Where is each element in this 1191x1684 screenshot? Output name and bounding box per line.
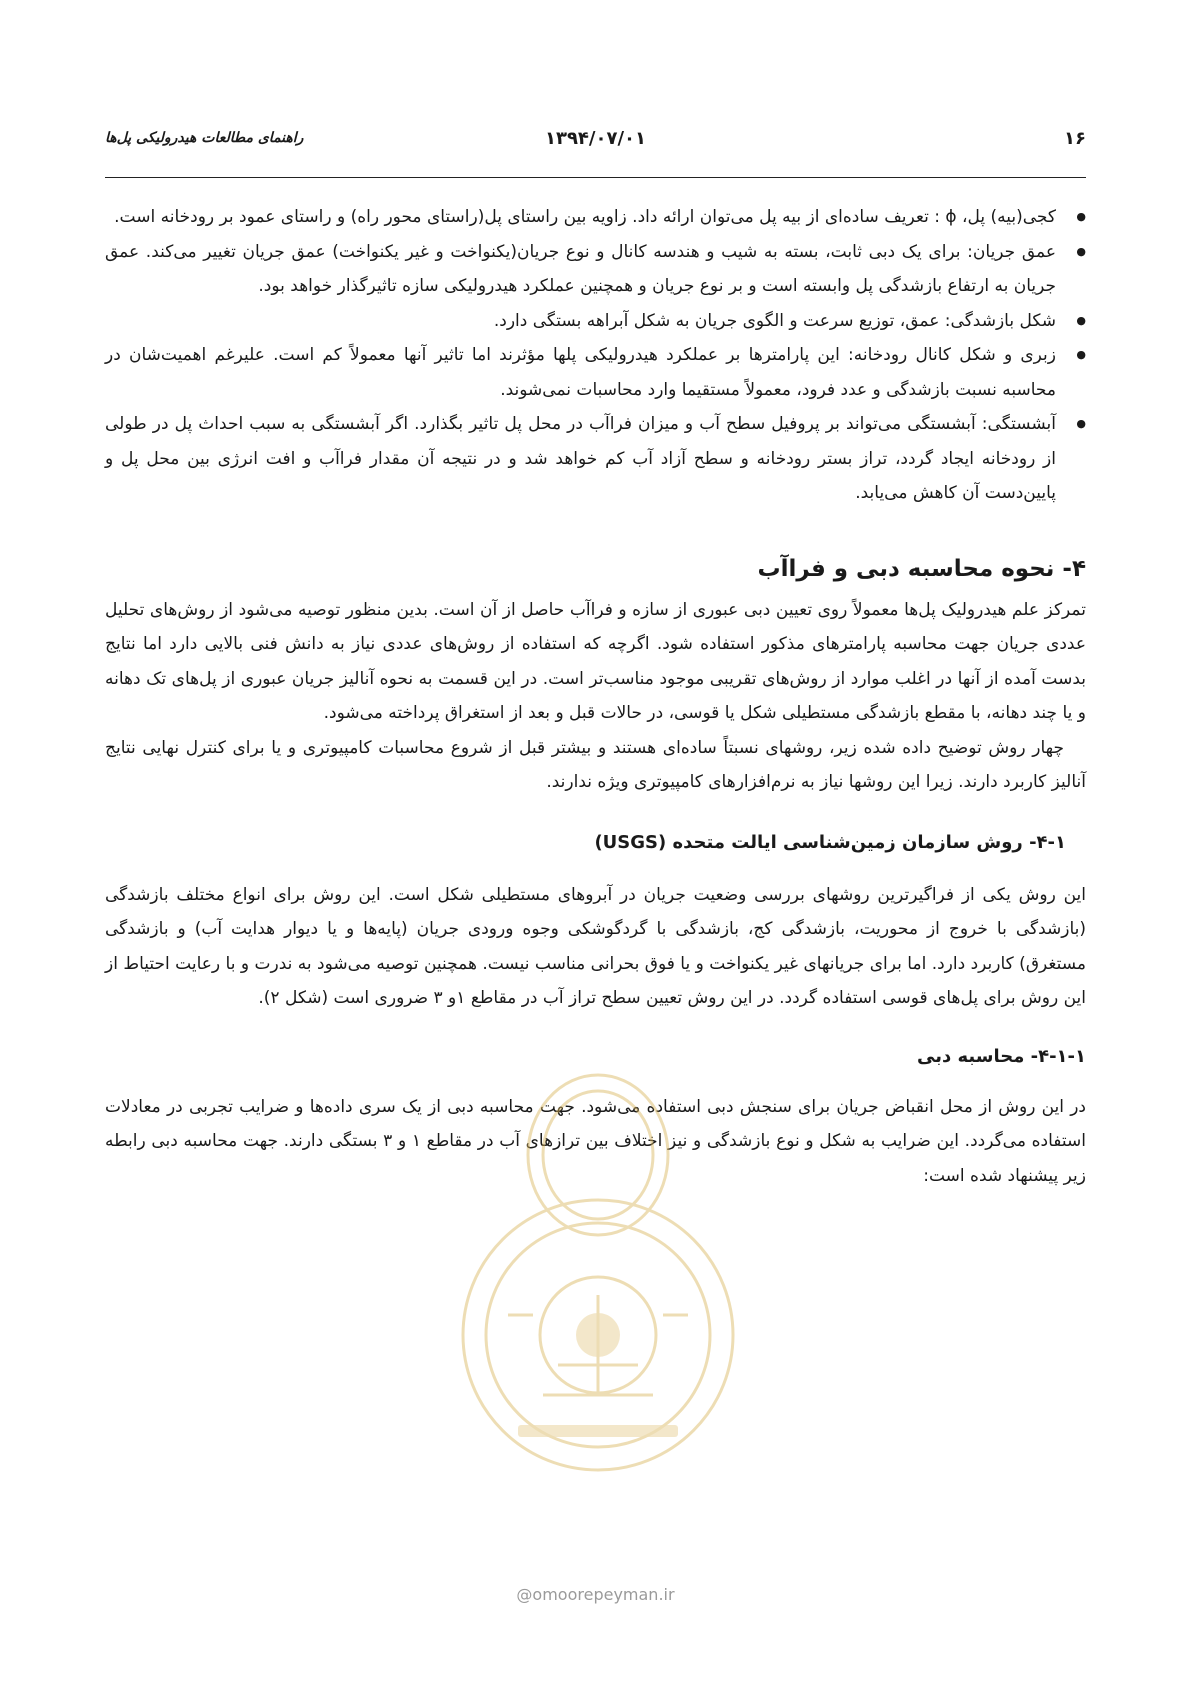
list-item: ● کجی(بیه) پل، ϕ : تعریف ساده‌ای از بیه پل می‌توان ارائه داد. زاویه بین راستای پل(راستای محور راه) و راستای عمود بر رودخانه است. bbox=[105, 200, 1086, 235]
subsubsection-heading: ۴-۱-۱- محاسبه دبی bbox=[917, 1045, 1086, 1067]
list-item: ● شکل بازشدگی: عمق، توزیع سرعت و الگوی جریان به شکل آبراهه بستگی دارد. bbox=[105, 304, 1086, 339]
page-header bbox=[105, 128, 1086, 164]
list-item: ● آبشستگی: آبشستگی می‌تواند بر پروفیل سطح آب و میزان فراآب در محل پل تاثیر بگذارد. اگر آبشستگی به سبب احداث پل در طولی از رودخانه ایجاد گردد، تراز بستر رودخانه و سطح آزاد آب کم خواهد شد و در نتیجه آن مقدار فراآب و افت انرژی بین محل پل و پایین‌دست آن کاهش می‌یابد. bbox=[105, 407, 1086, 511]
watermark-site: @omoorepeyman.ir bbox=[516, 1585, 675, 1604]
list-item: ● عمق جریان: برای یک دبی ثابت، بسته به شیب و هندسه کانال و نوع جریان(یکنواخت و غیر یکنواخت) عمق جریان تغییر می‌کند. عمق جریان به ارتفاع بازشدگی پل وابسته است و بر نوع جریان و همچنین عملکرد هیدرولیکی سازه تاثیرگذار خواهد بود. bbox=[105, 235, 1086, 304]
section-heading: ۴- نحوه محاسبه دبی و فراآب bbox=[757, 555, 1086, 582]
paragraph: این روش یکی از فراگیرترین روشهای بررسی وضعیت جریان در آبروهای مستطیلی شکل است. این روش برای انواع مختلف بازشدگی (بازشدگی با خروج از محوریت، بازشدگی کج، بازشدگی با گردگوشکی وجوه ورودی جریان (پایه‌ها و یا دیوار هدایت آب) و بازشدگی مستغرق) کاربرد دارد. اما برای جریانهای غیر یکنواخت و یا فوق بحرانی مناسب نیست. همچنین توصیه می‌شود به ندرت و با رعایت احتیاط از این روش برای پل‌های قوسی استفاده گردد. در این روش تعیین سطح تراز آب در مقاطع ۱و ۳ ضروری است (شکل ۲). bbox=[105, 884, 1086, 1008]
header-date: ۱۳۹۴/۰۷/۰۱ bbox=[544, 128, 647, 149]
header-title: راهنمای مطالعات هیدرولیکی پل‌ها bbox=[105, 130, 304, 146]
page-number: ۱۶ bbox=[1064, 128, 1086, 149]
page-body bbox=[105, 200, 1086, 1193]
factor-list bbox=[105, 200, 1086, 511]
paragraph: در این روش از محل انقباض جریان برای سنجش دبی استفاده می‌شود. جهت محاسبه دبی از یک سری داده‌ها و ضرایب تجربی در معادلات استفاده می‌گردد. این ضرایب به شکل و نوع بازشدگی و نیز اختلاف بین ترازهای آب در مقاطع ۱ و ۳ بستگی دارند. جهت محاسبه دبی رابطه زیر پیشنهاد شده است: bbox=[105, 1096, 1086, 1186]
paragraph: تمرکز علم هیدرولیک پل‌ها معمولاً روی تعیین دبی عبوری از سازه و فراآب حاصل از آن است. بدین منظور توصیه می‌شود از روش‌های تحلیل عددی جریان جهت محاسبه پارامترهای مذکور استفاده شود. اگرچه که استفاده از روش‌های عددی نیاز به دانش فنی بالایی دارد اما نتایج بدست آمده از آنها در اغلب موارد از روش‌های تقریبی موجود مناسب‌تر است. در این قسمت به نحوه آنالیز جریان عبوری از پل‌های تک دهانه و یا چند دهانه، با مقطع بازشدگی مستطیلی شکل یا قوسی، در حالات قبل و بعد از استغراق پرداخته می‌شود. bbox=[105, 599, 1086, 723]
header-divider bbox=[105, 177, 1086, 178]
subsection-heading: ۴-۱- روش سازمان زمین‌شناسی ایالت متحده (USGS) bbox=[594, 831, 1066, 853]
paragraph: چهار روش توضیح داده شده زیر، روشهای نسبتاً ساده‌ای هستند و بیشتر قبل از شروع محاسبات کامپیوتری و یا برای کنترل نهایی نتایج آنالیز کاربرد دارند. زیرا این روشها نیاز به نرم‌افزارهای کامپیوتری ویژه ندارند. bbox=[105, 737, 1086, 792]
list-item: ● زبری و شکل کانال رودخانه: این پارامترها بر عملکرد هیدرولیکی پلها مؤثرند اما تاثیر آنها معمولاً کم است. علیرغم اهمیت‌شان در محاسبه نسبت بازشدگی و عدد فرود، معمولاً مستقیما وارد محاسبات نمی‌شوند. bbox=[105, 338, 1086, 407]
